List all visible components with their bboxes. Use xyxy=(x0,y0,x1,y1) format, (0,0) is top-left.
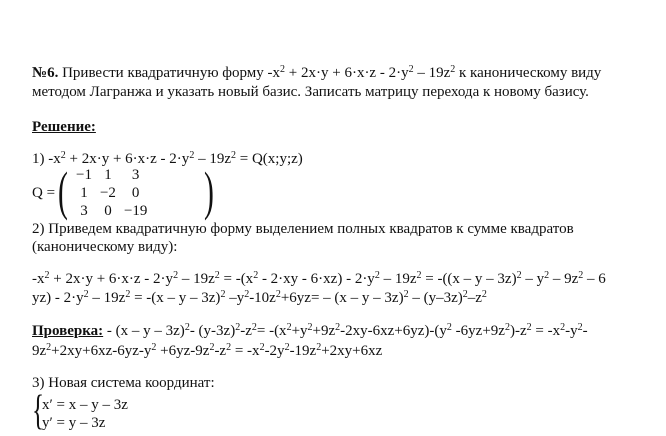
task-number: №6. xyxy=(32,65,59,81)
matrix-cell: −2 xyxy=(99,185,116,201)
check-heading: Проверка: xyxy=(32,323,104,339)
matrix-label: Q = xyxy=(32,185,56,201)
matrix-cell: 0 xyxy=(131,185,140,201)
matrix-cell: 3 xyxy=(131,167,140,183)
step1-form: 1) $-x^2 + 2x\cdot y + 6\cdot x\cdot z - 2\cdot y^2 - 19z^2$ = Q(x;y;z) xyxy=(32,150,303,167)
matrix-cell: −19 xyxy=(123,203,148,219)
system-eq2: y′ = y – 3z xyxy=(42,415,106,431)
transform-line2: $yz) - 2\cdot y^2 - 19z^2 = -(x - y - 3z)^2$ $-y^2-10z^2+6yz= - (x - y - 3z)^2 - (y-3z)^2-z^2$ xyxy=(32,289,487,306)
matrix-cell: 1 xyxy=(104,167,112,183)
transform-line1: $-x^2 + 2x\cdot y + 6\cdot x\cdot z - 2\cdot y^2 - 19z^2 = -(x^2 - 2\cdot xy - 6\cdot xz) - 2\cdot y^2 - 19z^2 = -((x - y - 3z)^2 - y^2 - 9z^2 - 6$ xyxy=(32,270,606,287)
check-line1: Проверка: - (x – y – 3z)$^2$- $(y-3z)^2-z^2= -(x^2+y^2+9z^2-2xy-6xz+6yz)-(y^2$ $-6yz+9z^2)-z^2 = -x^2-y^2-$ xyxy=(32,322,588,339)
step2-line1: 2) Приведем квадратичную форму выделением полных квадратов к сумме квадратов xyxy=(32,221,574,237)
system-brace: { xyxy=(32,388,45,434)
matrix-cell: 0 xyxy=(104,203,112,219)
matrix-row xyxy=(72,184,151,202)
right-paren: ) xyxy=(204,161,214,221)
step2-line2: (каноническому виду): xyxy=(32,239,178,255)
matrix-table xyxy=(72,166,151,220)
matrix-cell: 1 xyxy=(80,185,88,201)
task-statement-line2: методом Лагранжа и указать новый базис. Записать матрицу перехода к новому базису. xyxy=(32,84,589,100)
task-text: Привести квадратичную форму $-x^2 + 2x\cdot y + 6\cdot x\cdot z - 2\cdot y^2 - 19z^2$ к каноническому виду xyxy=(58,64,602,81)
check-line2: $9z^2+2xy+6xz-6yz-y^2 +6yz-9z^2-z^2 = -x^2-2y^2-19z^2+2xy+6xz$ xyxy=(32,342,383,359)
step3-heading: 3) Новая система координат: xyxy=(32,375,215,391)
matrix-cell: −1 xyxy=(76,167,92,183)
system-eq1: x′ = x – y – 3z xyxy=(42,397,128,413)
matrix-row xyxy=(72,202,151,220)
matrix-cell: 3 xyxy=(80,203,88,219)
quadratic-form-matrix xyxy=(32,161,214,221)
left-paren: ( xyxy=(58,161,68,221)
solution-heading: Решение: xyxy=(32,119,96,135)
matrix-row xyxy=(72,166,151,184)
task-statement xyxy=(32,64,642,82)
